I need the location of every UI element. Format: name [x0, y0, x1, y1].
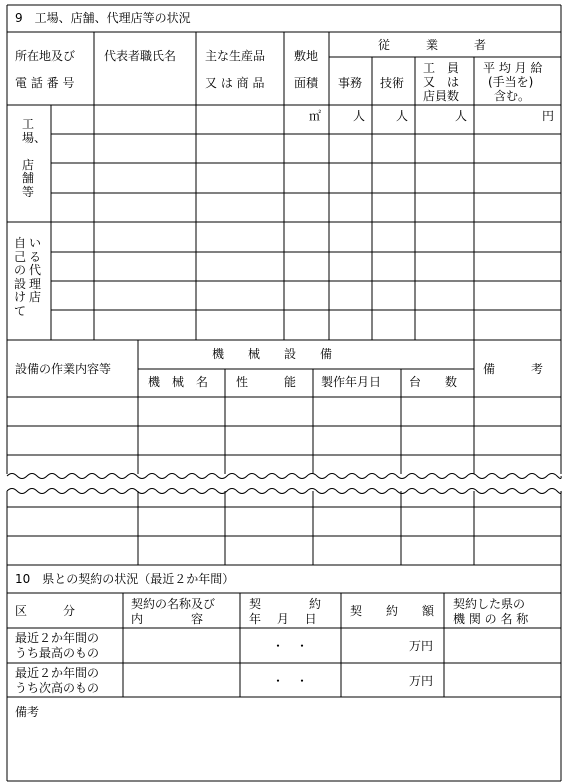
row-second-label-2: うち次高のもの: [15, 681, 100, 695]
row-group-factories-stores: 工 場、 店 舗 等: [22, 117, 47, 199]
row-group-own-agency-a: 自 己 の 設 け て: [14, 236, 27, 318]
header-salary-1: 平 均 月 給: [483, 61, 543, 75]
header-unit-count: 台 数: [409, 375, 458, 389]
header-employees: 従 業 者: [378, 38, 487, 52]
header-remarks: 備 考: [483, 362, 544, 376]
unit-person-workers: 人: [455, 109, 468, 123]
unit-yen: 円: [542, 109, 555, 123]
header-office: 事務: [338, 76, 363, 90]
row-second-label-1: 最近２か年間の: [15, 666, 100, 680]
header-agency-1: 契約した県の: [453, 597, 526, 611]
row-highest-label-1: 最近２か年間の: [15, 631, 100, 645]
header-manufacture-date: 製作年月日: [321, 375, 382, 389]
header-contract-amount: 契 約 額: [350, 604, 435, 618]
header-location: 所在地及び: [15, 49, 76, 63]
header-machine-name: 機 械 名: [148, 375, 209, 389]
unit-sqm: ㎡: [309, 109, 322, 123]
unit-person-tech: 人: [396, 109, 409, 123]
header-technical: 技術: [380, 76, 405, 90]
header-contract-name-2: 内 容: [131, 612, 204, 626]
header-phone: 電 話 番 号: [15, 76, 75, 90]
header-representative: 代表者職氏名: [104, 49, 177, 63]
header-equipment-work: 設備の作業内容等: [15, 362, 112, 376]
section10-title: 10 県との契約の状況（最近２か年間）: [15, 572, 235, 586]
header-workers-3: 店員数: [423, 89, 460, 103]
header-salary-2: (手当を): [488, 75, 534, 89]
row-highest-date-dots: ・ ・: [272, 639, 309, 653]
header-contract-date-2: 年 月 日: [249, 612, 317, 626]
header-agency-2: 機 関 の 名 称: [453, 612, 529, 626]
header-workers-1: 工 員: [423, 61, 460, 75]
row-second-date-dots: ・ ・: [272, 674, 309, 688]
row-group-own-agency-b: い る 代 理 店: [29, 236, 42, 304]
header-performance: 性 能: [236, 375, 297, 389]
header-products-1: 主な生産品: [205, 49, 266, 63]
header-contract-name-1: 契約の名称及び: [131, 597, 216, 611]
unit-person-office: 人: [353, 109, 366, 123]
header-salary-3: 含む。: [494, 89, 531, 103]
row-highest-label-2: うち最高のもの: [15, 646, 100, 660]
header-workers-2: 又 は: [423, 75, 460, 89]
header-site-area-2: 面積: [294, 76, 319, 90]
header-site-area-1: 敷地: [294, 49, 319, 63]
section9-title: 9 工場、店舗、代理店等の状況: [15, 11, 191, 25]
row-second-amount-unit: 万円: [409, 674, 434, 688]
header-products-2: 又 は 商 品: [205, 76, 265, 90]
row-highest-amount-unit: 万円: [409, 639, 434, 653]
header-contract-date-1: 契 約: [249, 597, 322, 611]
header-machine-equipment: 機 械 設 備: [212, 347, 333, 361]
section10-remarks-label: 備考: [15, 705, 40, 719]
header-classification: 区 分: [15, 604, 76, 618]
